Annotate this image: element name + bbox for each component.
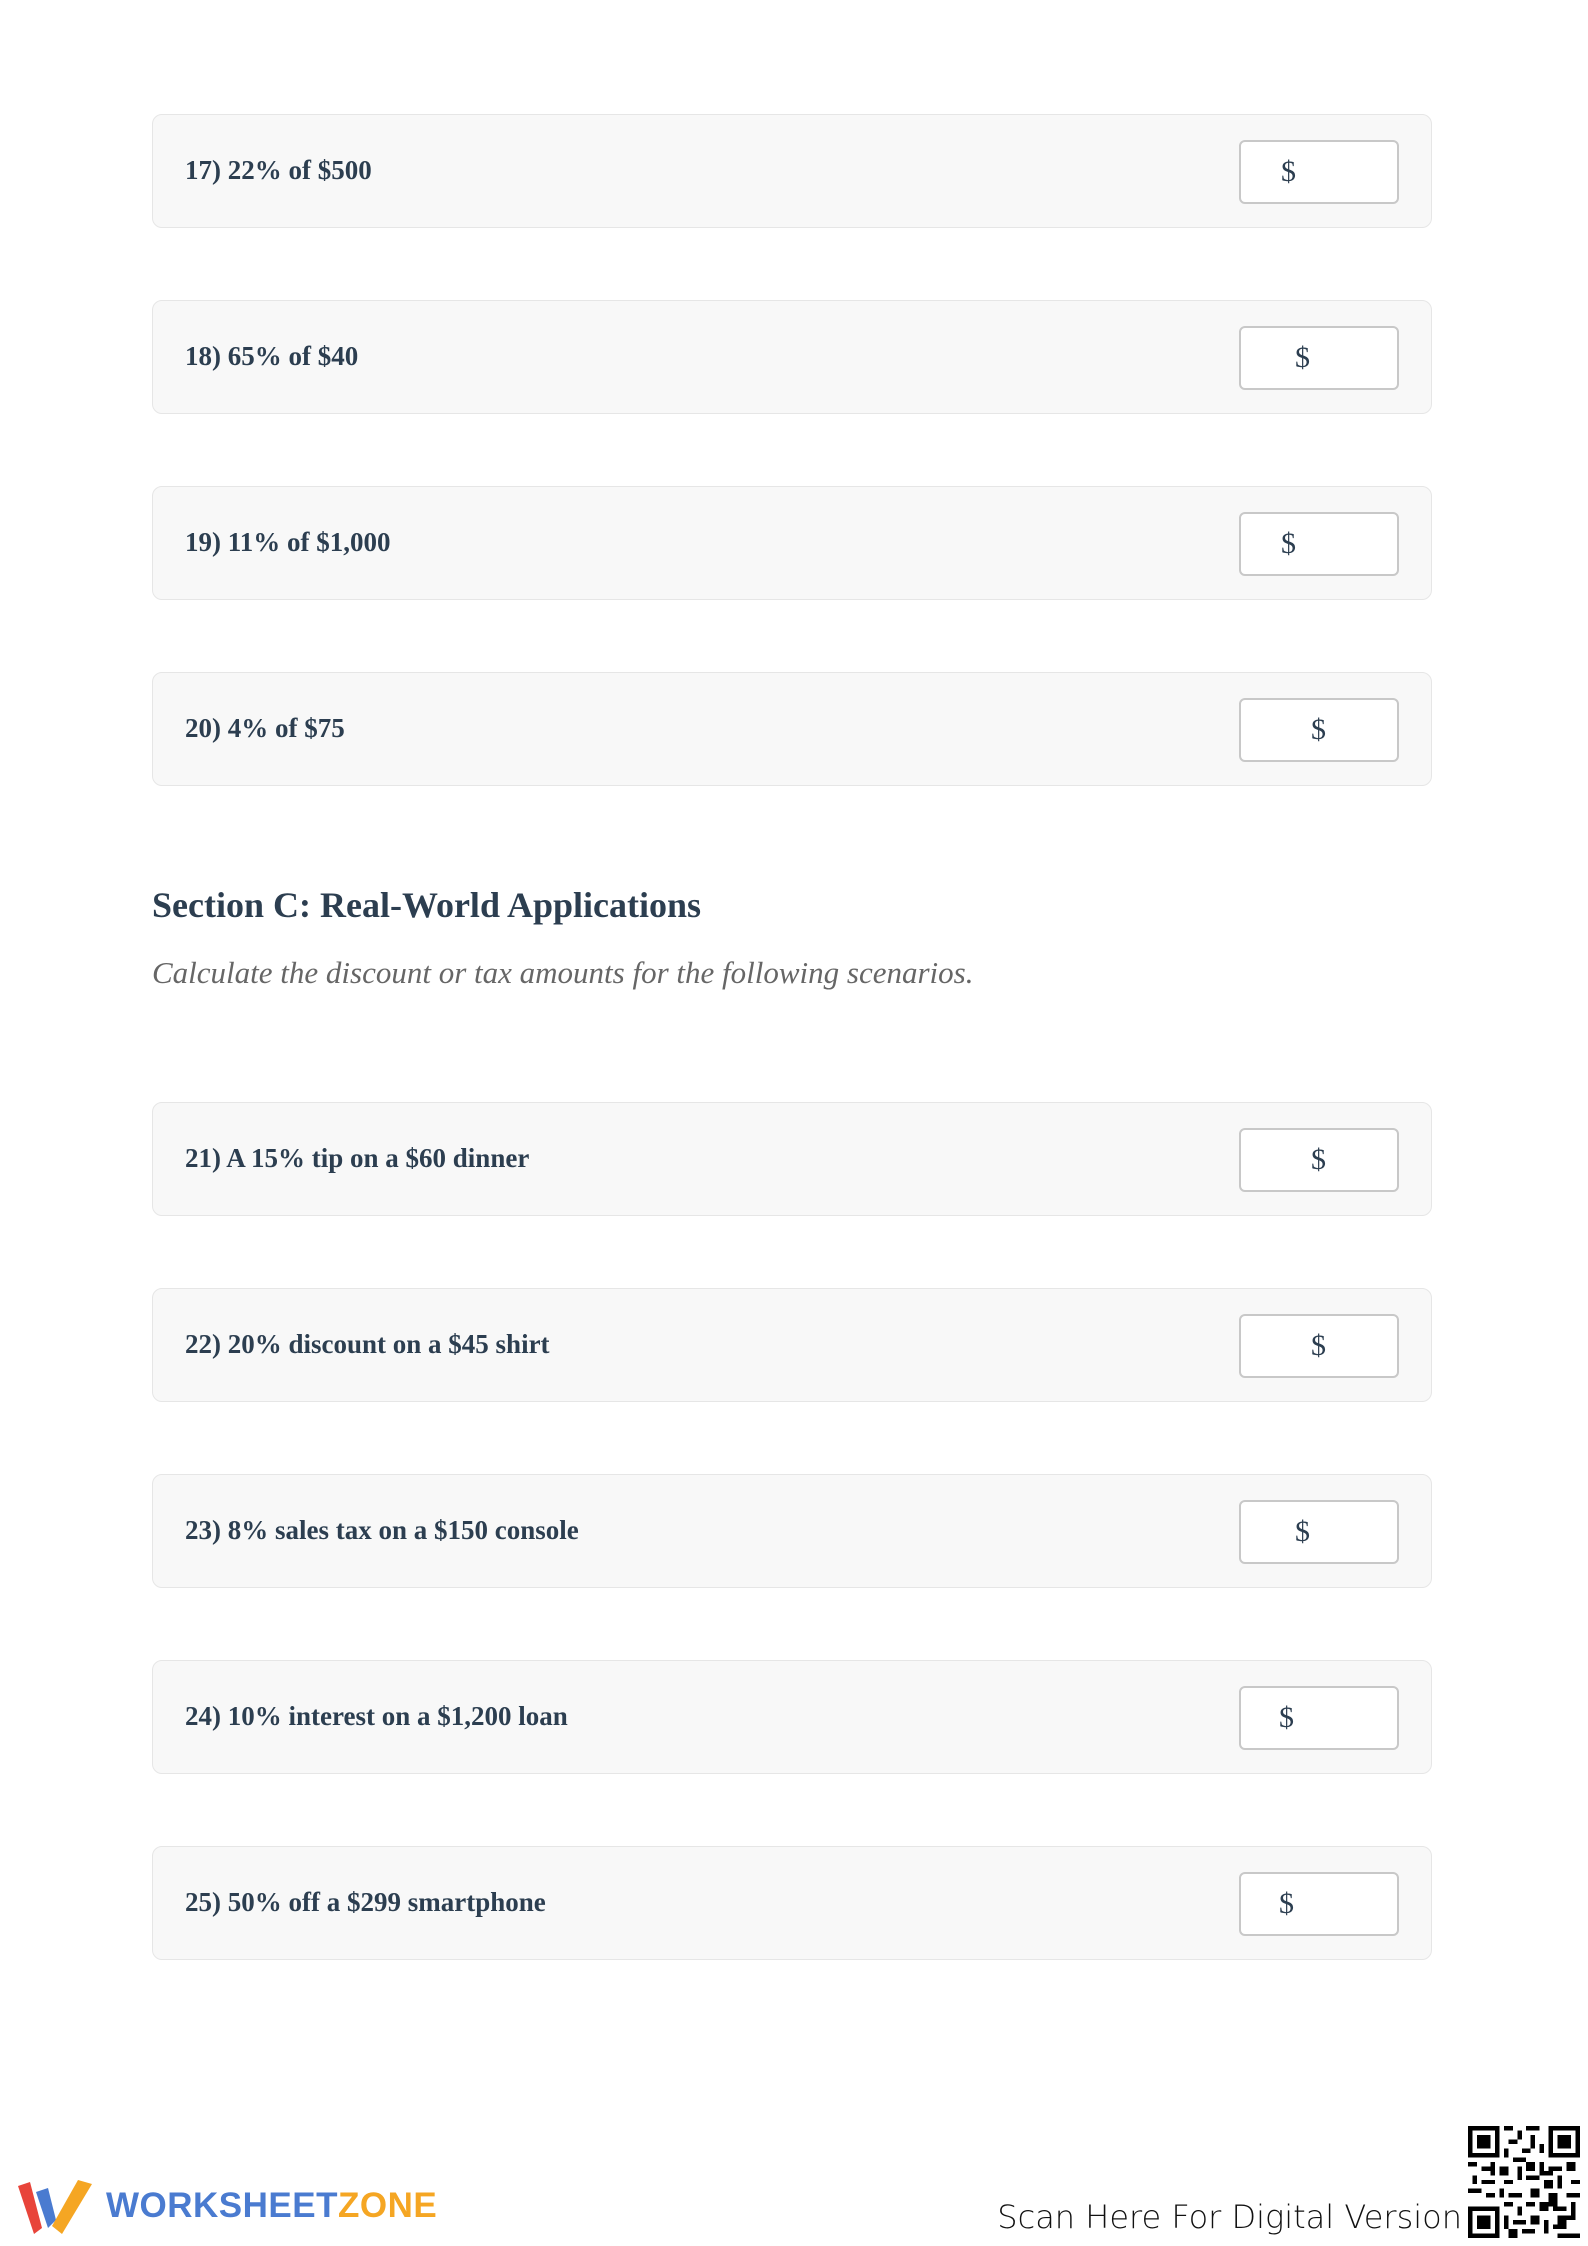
- question-text: 17) 22% of $500: [185, 155, 372, 185]
- question-card: [152, 1474, 1432, 1588]
- question-card: [152, 1846, 1432, 1960]
- answer-input[interactable]: [1239, 512, 1399, 576]
- answer-input[interactable]: [1239, 1872, 1399, 1936]
- question-text: 22) 20% discount on a $45 shirt: [185, 1329, 550, 1359]
- answer-input[interactable]: [1239, 1686, 1399, 1750]
- section-title: Section C: Real-World Applications: [152, 885, 702, 925]
- dollar-prefix: $: [1311, 1329, 1326, 1362]
- answer-input[interactable]: [1239, 140, 1399, 204]
- question-text: 20) 4% of $75: [185, 713, 345, 743]
- answer-input[interactable]: [1239, 1128, 1399, 1192]
- dollar-prefix: $: [1279, 1701, 1294, 1734]
- qr-code-icon[interactable]: [1468, 2126, 1580, 2238]
- question-text: 18) 65% of $40: [185, 341, 359, 371]
- question-card: [152, 486, 1432, 600]
- dollar-prefix: $: [1281, 527, 1296, 560]
- question-card: [152, 1288, 1432, 1402]
- brand-text-zone: ZONE: [338, 2186, 438, 2225]
- question-text: 23) 8% sales tax on a $150 console: [185, 1515, 579, 1545]
- dollar-prefix: $: [1295, 341, 1310, 374]
- question-card: [152, 114, 1432, 228]
- section-instructions: Calculate the discount or tax amounts for the following scenarios.: [152, 955, 974, 990]
- dollar-prefix: $: [1279, 1887, 1294, 1920]
- dollar-prefix: $: [1281, 155, 1296, 188]
- question-text: 21) A 15% tip on a $60 dinner: [185, 1143, 530, 1173]
- question-text: 24) 10% interest on a $1,200 loan: [185, 1701, 568, 1731]
- question-text: 19) 11% of $1,000: [185, 527, 391, 557]
- worksheetzone-w-logo-icon: [16, 2176, 96, 2236]
- dollar-prefix: $: [1311, 1143, 1326, 1176]
- question-card: [152, 672, 1432, 786]
- question-text: 25) 50% off a $299 smartphone: [185, 1887, 546, 1917]
- answer-input[interactable]: [1239, 1500, 1399, 1564]
- scan-for-digital-text: Scan Here For Digital Version: [997, 2198, 1462, 2236]
- question-card: [152, 300, 1432, 414]
- question-card: [152, 1102, 1432, 1216]
- dollar-prefix: $: [1311, 713, 1326, 746]
- answer-input[interactable]: [1239, 698, 1399, 762]
- answer-input[interactable]: [1239, 326, 1399, 390]
- dollar-prefix: $: [1295, 1515, 1310, 1548]
- answer-input[interactable]: [1239, 1314, 1399, 1378]
- brand-text-worksheet: WORKSHEET: [106, 2186, 338, 2225]
- question-card: [152, 1660, 1432, 1774]
